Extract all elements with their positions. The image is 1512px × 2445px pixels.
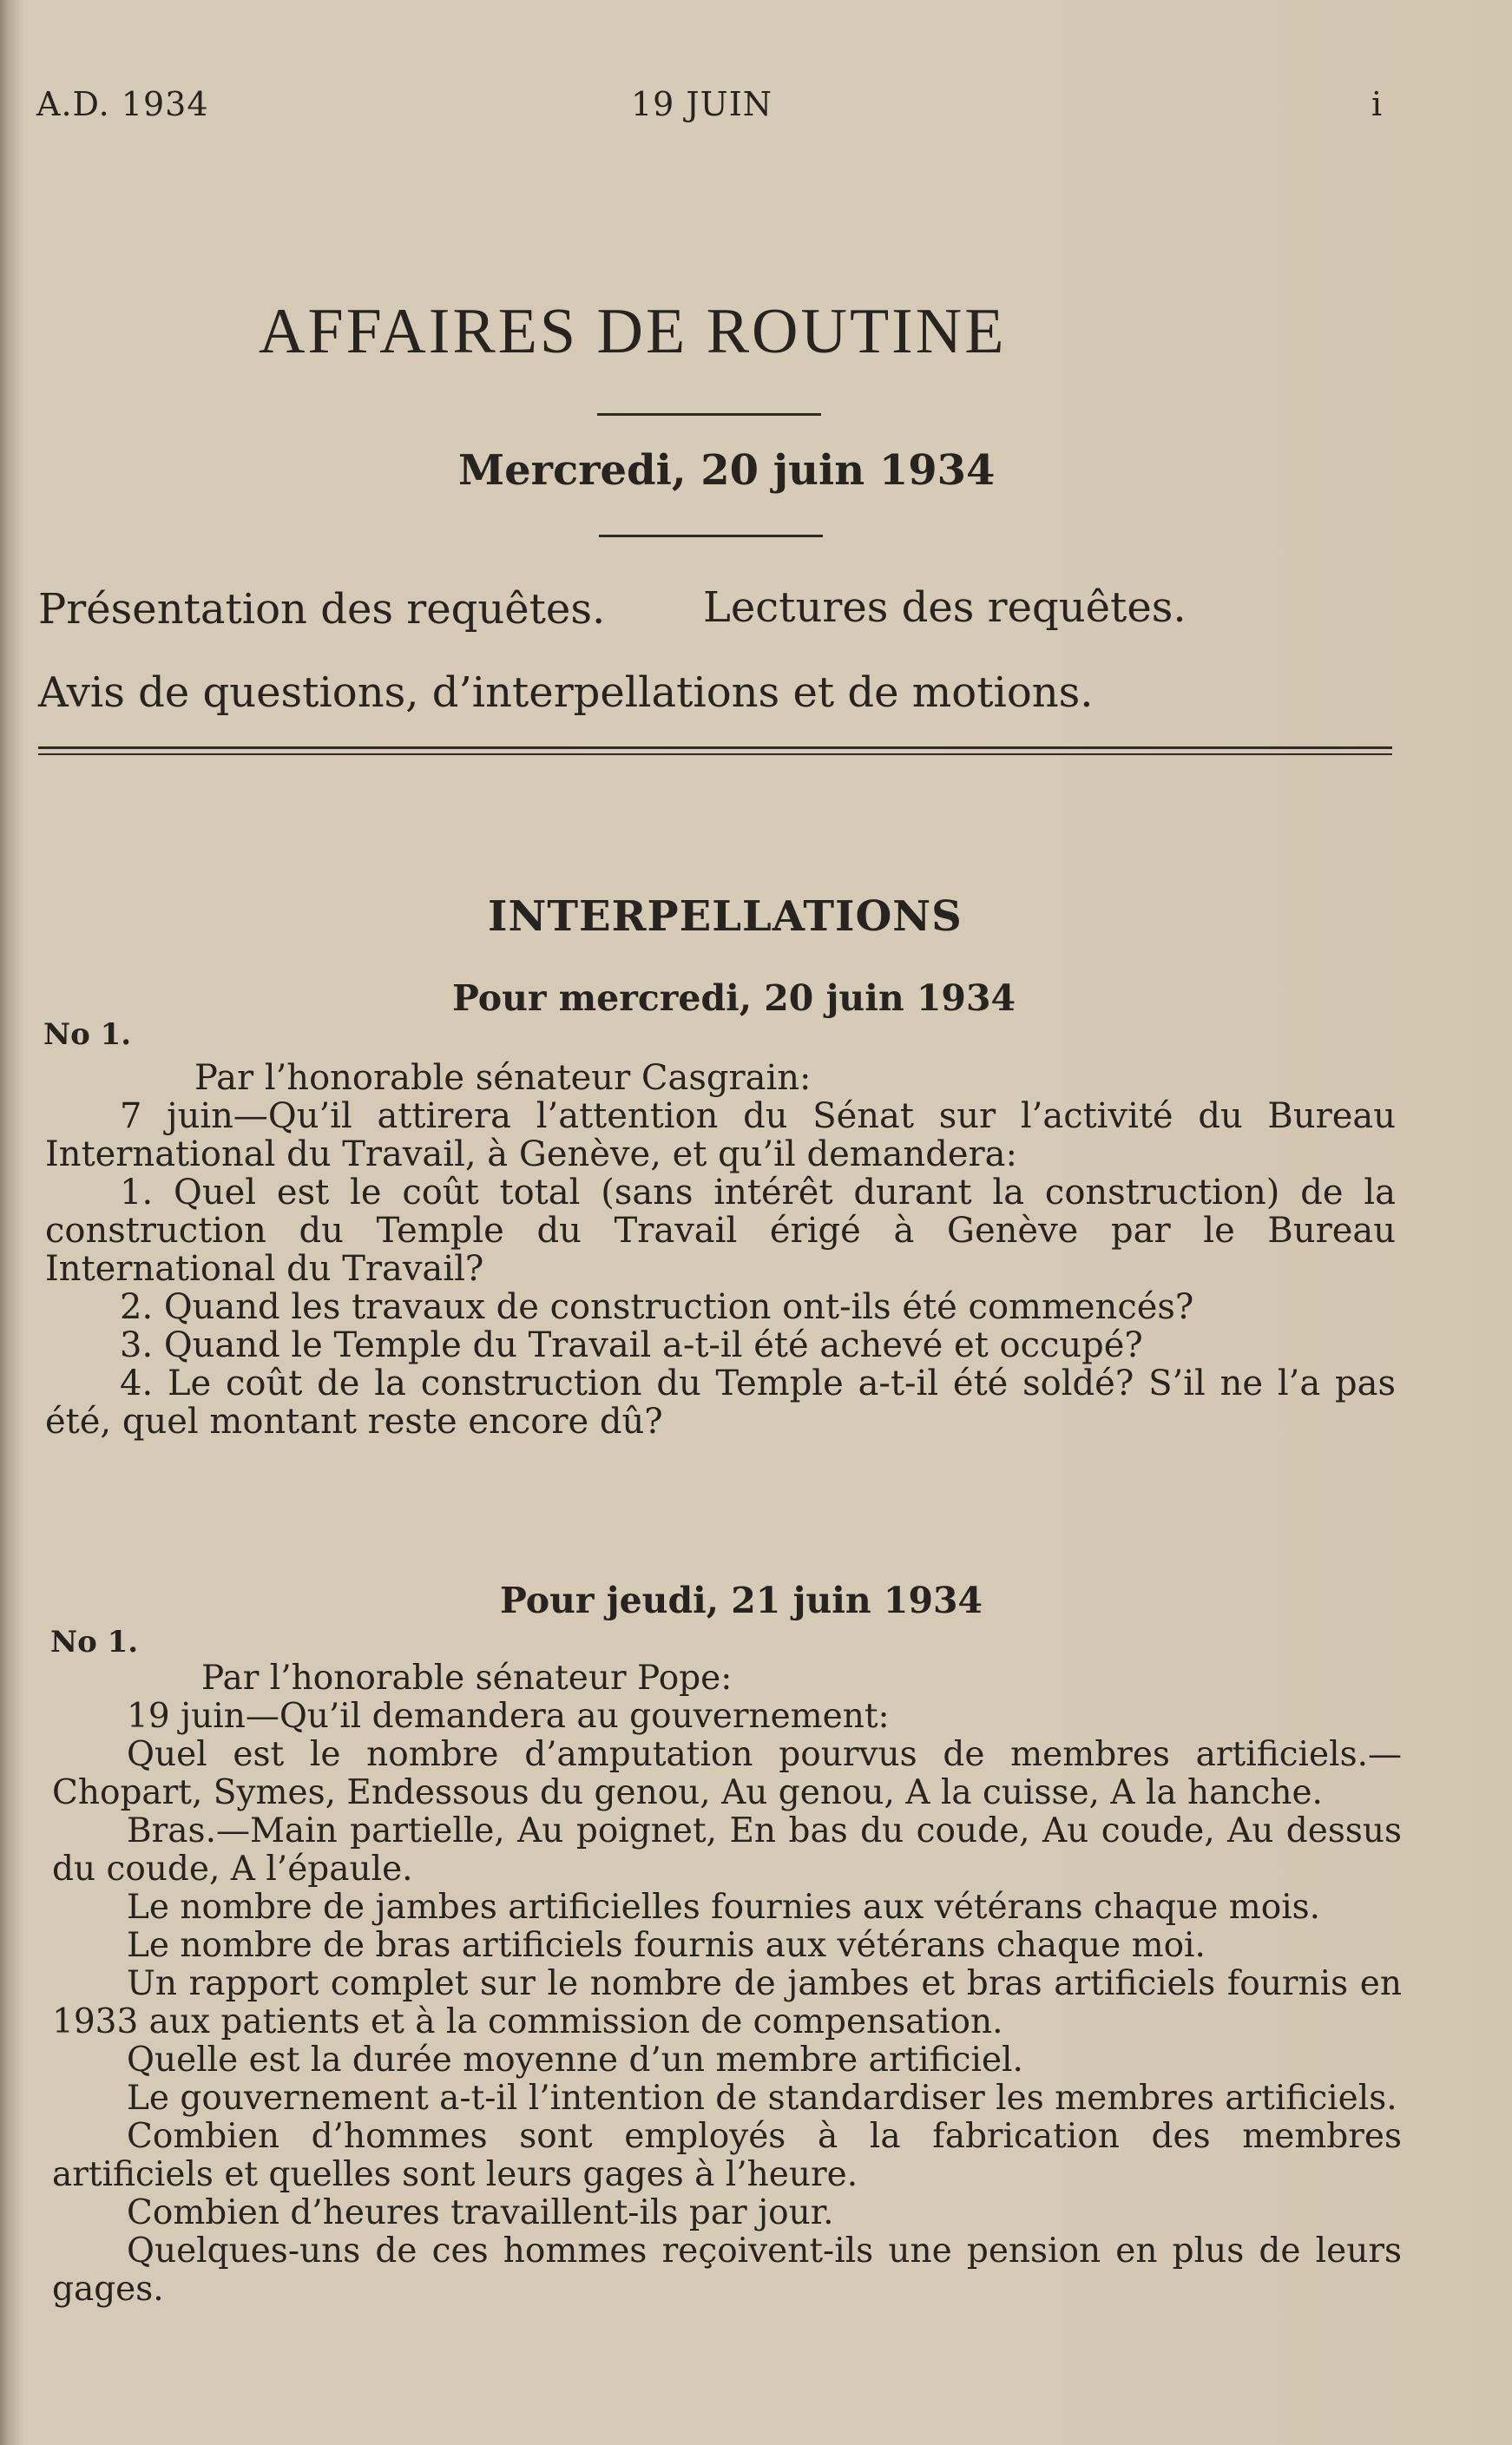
- header-date: 19 JUIN: [631, 85, 772, 123]
- paragraph: Le gouvernement a-t-il l’intention de standardiser les membres artificiels.: [127, 2079, 1397, 2118]
- item-number: No 1.: [50, 1625, 139, 1660]
- paragraph: 3. Quand le Temple du Travail a-t-il été achevé et occupé?: [120, 1325, 1143, 1365]
- paragraph: Combien d’hommes sont employés à la fabrication des membres artificiels et quelles sont leurs gages à l’heure.: [52, 2117, 1402, 2194]
- paragraph: Un rapport complet sur le nombre de jambes et bras artificiels fournis en 1933 aux patients et à la commission de compensation.: [52, 1964, 1402, 2041]
- intro-item: Lectures des requêtes.: [703, 583, 1187, 632]
- date-rule: [599, 535, 823, 537]
- paragraph: 2. Quand les travaux de construction ont-ils été commencés?: [120, 1287, 1194, 1327]
- intro-item: Présentation des requêtes.: [38, 585, 606, 634]
- interpellation-body: [52, 1660, 1402, 2309]
- header-year: A.D. 1934: [36, 85, 209, 123]
- paragraph: 7 juin—Qu’il attirera l’attention du Sénat sur l’activité du Bureau International du Travail, à Genève, et qu’il demandera:: [45, 1096, 1396, 1174]
- paragraph: Combien d’heures travaillent-ils par jour.: [127, 2193, 834, 2232]
- sponsor-line: Par l’honorable sénateur Pope:: [201, 1659, 733, 1698]
- paragraph: Le nombre de bras artificiels fournis aux vétérans chaque moi.: [127, 1926, 1206, 1965]
- paragraph: Quel est le nombre d’amputation pourvus de membres artificiels.—Chopart, Symes, Endessous du genou, Au genou, A la cuisse, A la hanche.: [52, 1735, 1402, 1812]
- title-rule: [597, 413, 821, 416]
- interpellation-body: [45, 1059, 1396, 1441]
- subheading: Pour jeudi, 21 juin 1934: [500, 1580, 983, 1621]
- paragraph: Quelques-uns de ces hommes reçoivent-ils une pension en plus de leurs gages.: [52, 2231, 1402, 2309]
- intro-item: Avis de questions, d’interpellations et de motions.: [38, 668, 1094, 717]
- item-number: No 1.: [43, 1017, 132, 1052]
- paragraph: 19 juin—Qu’il demandera au gouvernement:: [127, 1697, 890, 1736]
- section-divider: [38, 746, 1392, 755]
- header-page-number: i: [1371, 85, 1384, 123]
- paragraph: 4. Le coût de la construction du Temple a-t-il été soldé? S’il ne l’a pas été, quel montant reste encore dû?: [45, 1364, 1396, 1442]
- paragraph: Le nombre de jambes artificielles fournies aux vétérans chaque mois.: [127, 1888, 1321, 1927]
- sponsor-line: Par l’honorable sénateur Casgrain:: [194, 1058, 812, 1098]
- paragraph: Bras.—Main partielle, Au poignet, En bas du coude, Au coude, Au dessus du coude, A l’épaule.: [52, 1811, 1402, 1889]
- subheading: Pour mercredi, 20 juin 1934: [452, 977, 1016, 1019]
- paragraph: Quelle est la durée moyenne d’un membre artificiel.: [127, 2041, 1023, 2080]
- section-heading: INTERPELLATIONS: [488, 892, 963, 941]
- paragraph: 1. Quel est le coût total (sans intérêt durant la construction) de la construction du Temple du Travail érigé à Genève par le Bureau International du Travail?: [45, 1173, 1396, 1289]
- sitting-date: Mercredi, 20 juin 1934: [458, 446, 996, 495]
- page-title: AFFAIRES DE ROUTINE: [259, 296, 1007, 367]
